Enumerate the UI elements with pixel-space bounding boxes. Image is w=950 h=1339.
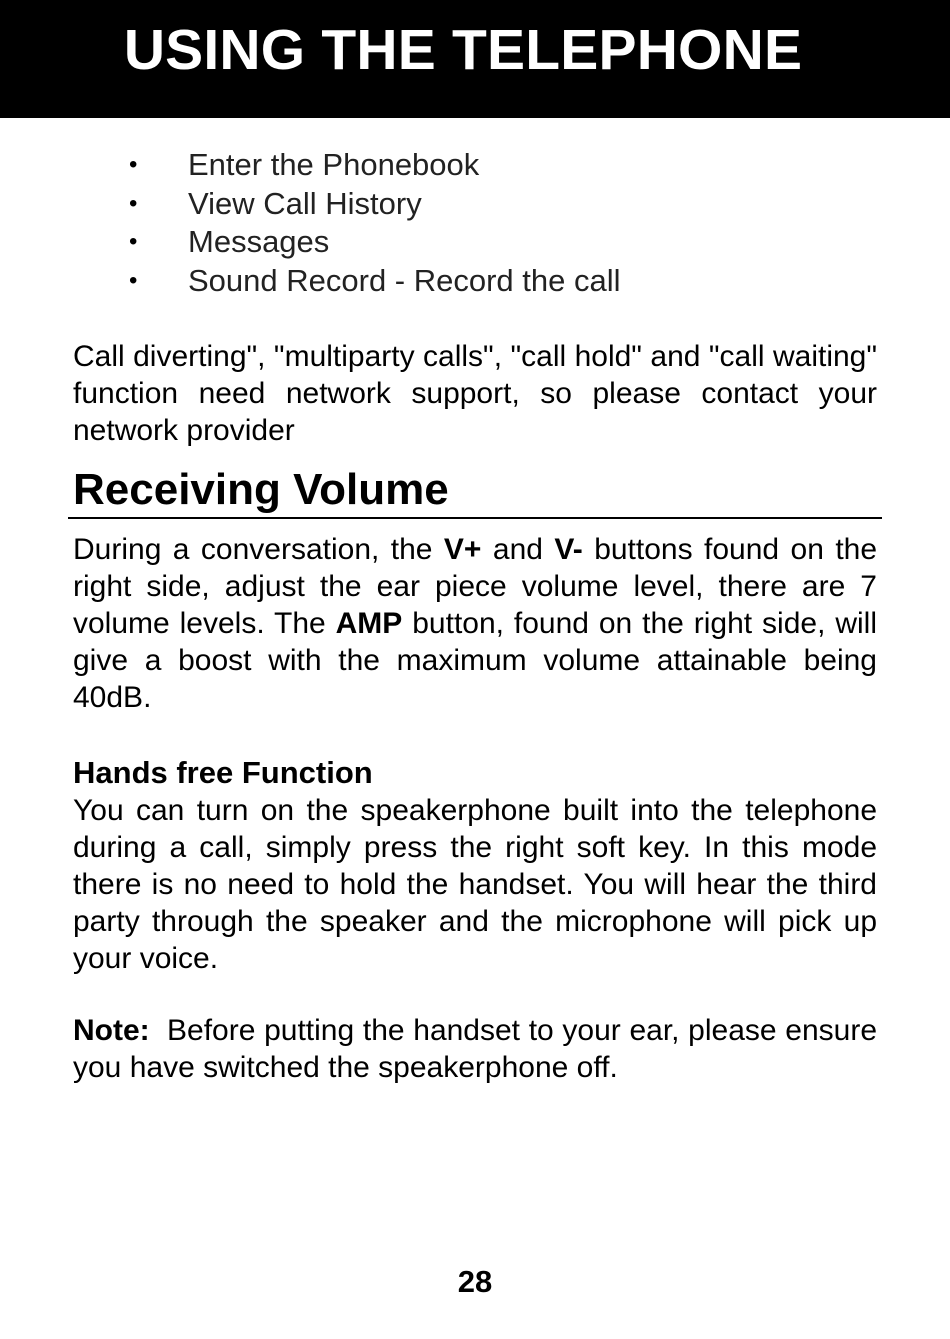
- paragraph-text: and: [492, 533, 543, 566]
- bullet-icon: •: [129, 189, 138, 217]
- list-item-text: Enter the Phonebook: [188, 147, 480, 182]
- page-number: 28: [457, 1264, 493, 1299]
- note-text: Before putting the handset to your ear, please ensure you have switched the speakerphone off.: [73, 1014, 877, 1084]
- bullet-icon: •: [129, 267, 138, 295]
- bullet-icon: •: [129, 228, 138, 256]
- list-item: [0, 146, 950, 185]
- list-item-text: Messages: [188, 224, 330, 260]
- amp-button-label: AMP: [335, 607, 403, 640]
- heading-divider: [68, 517, 882, 519]
- paragraph-text: During a conversation, the: [73, 533, 433, 566]
- note-label: Note:: [73, 1014, 150, 1047]
- page-header: [0, 0, 950, 118]
- list-item-text: Sound Record - Record the call: [188, 263, 621, 299]
- paragraph-text: button, found on the right side, will give a boost with the maximum volume attainable being 40dB.: [73, 607, 877, 714]
- list-item-text: View Call History: [188, 185, 422, 221]
- section-heading-hands-free: Hands free Function: [73, 755, 373, 790]
- note-paragraph: [73, 1012, 877, 1086]
- receiving-volume-paragraph: [73, 531, 877, 716]
- page-title: USING THE TELEPHONE: [123, 18, 803, 82]
- network-support-note: Call diverting", "multiparty calls", "call hold" and "call waiting" function need network support, so please contact your network provider: [73, 340, 877, 447]
- hands-free-paragraph: You can turn on the speakerphone built into the telephone during a call, simply press the right soft key. In this mode there is no need to hold the handset. You will hear the third party through the speaker and the microphone will pick up your voice.: [73, 794, 877, 975]
- bullet-icon: •: [129, 151, 138, 178]
- list-item: [0, 262, 950, 301]
- vplus-button-label: V+: [443, 533, 482, 566]
- feature-list: [0, 146, 950, 301]
- list-item: [0, 185, 950, 224]
- paragraph-text: buttons found on the right side, adjust the ear piece volume level, there are 7 volume levels. The: [73, 533, 878, 640]
- vminus-button-label: V-: [554, 533, 583, 566]
- list-item: [0, 223, 950, 262]
- section-heading-receiving-volume: Receiving Volume: [73, 465, 449, 514]
